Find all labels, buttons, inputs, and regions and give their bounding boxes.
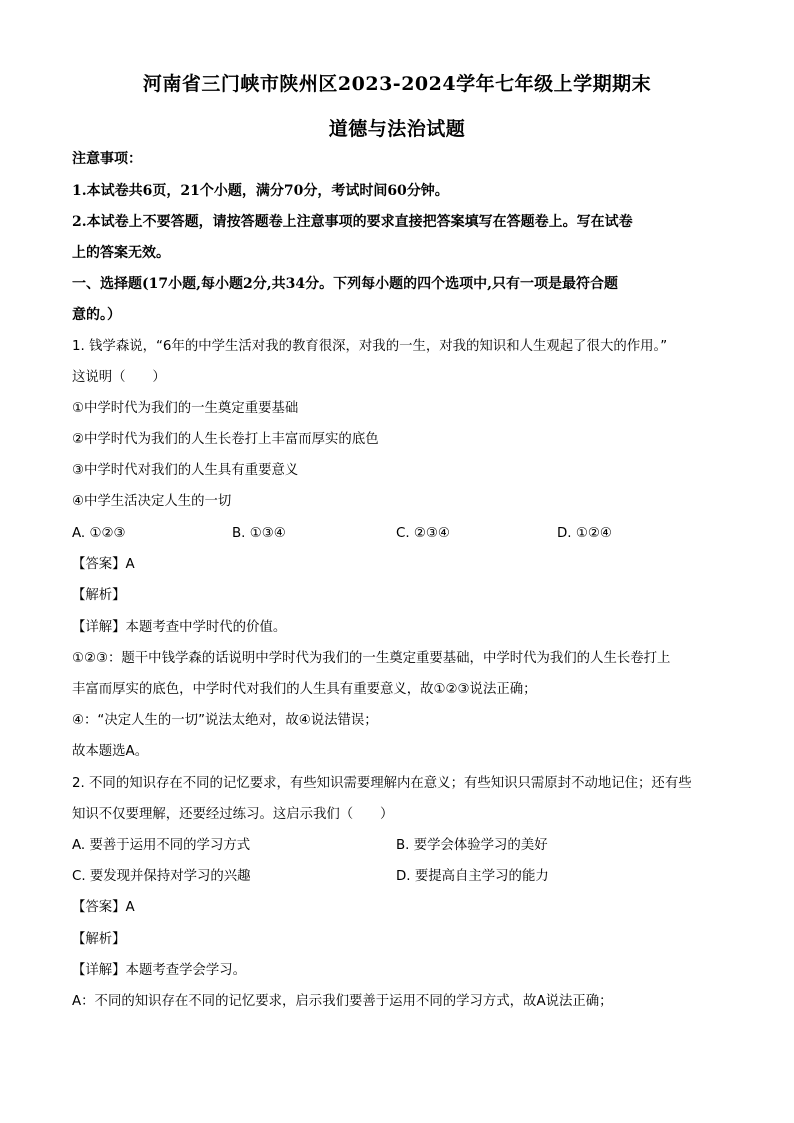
q2-explanation: A：不同的知识存在不同的记忆要求，启示我们要善于运用不同的学习方式，故A说法正确；	[72, 994, 613, 1009]
q1-statement: ①中学时代为我们的一生奠定重要基础	[72, 401, 299, 416]
exam-subject-title: 道德与法治试题	[328, 118, 466, 140]
q2-detail: 【详解】本题考查学会学习。	[72, 963, 247, 978]
notes-item-1: 1.本试卷共6页，21个小题，满分70分，考试时间60分钟。	[72, 183, 449, 199]
q1-option-d: D. ①②④	[557, 526, 612, 541]
q1-option-c: C. ②③④	[396, 526, 450, 541]
notes-item-2-cont: 上的答案无效。	[72, 245, 170, 261]
q1-analysis-label: 【解析】	[72, 588, 126, 603]
q1-stem: 1. 钱学森说，“6年的中学生活对我的教育很深，对我的一生，对我的知识和人生观起了很大的作用。”	[72, 339, 668, 354]
q1-statement: ③中学时代对我们的人生具有重要意义	[72, 463, 299, 478]
q2-stem: 2. 不同的知识存在不同的记忆要求，有些知识需要理解内在意义；有些知识只需原封不动地记住；还有些	[72, 776, 692, 791]
q1-option-b: B. ①③④	[232, 526, 286, 541]
q1-detail: 【详解】本题考查中学时代的价值。	[72, 620, 287, 635]
q1-conclusion: 故本题选A。	[72, 744, 149, 759]
notes-heading: 注意事项：	[72, 151, 142, 167]
q2-option-a: A. 要善于运用不同的学习方式	[72, 838, 251, 853]
section-heading: 一、选择题(17小题,每小题2分,共34分。下列每小题的四个选项中,只有一项是最符合题	[72, 276, 618, 292]
q2-answer: 【答案】A	[72, 900, 135, 915]
q1-option-a: A. ①②③	[72, 526, 126, 541]
q2-stem-cont: 知识不仅要理解，还要经过练习。这启示我们（ ）	[72, 807, 394, 822]
q1-explanation: ①②③：题干中钱学森的话说明中学时代为我们的一生奠定重要基础，中学时代为我们的人生长卷打上	[72, 651, 671, 666]
notes-item-2: 2.本试卷上不要答题，请按答题卷上注意事项的要求直接把答案填写在答题卷上。写在试卷	[72, 214, 633, 230]
q1-statement: ②中学时代为我们的人生长卷打上丰富而厚实的底色	[72, 432, 379, 447]
q1-statement: ④中学生活决定人生的一切	[72, 494, 232, 509]
q1-answer: 【答案】A	[72, 557, 135, 572]
q2-option-c: C. 要发现并保持对学习的兴趣	[72, 869, 251, 884]
section-heading-cont: 意的。）	[72, 307, 121, 323]
q1-explanation-cont: 丰富而厚实的底色，中学时代对我们的人生具有重要意义，故①②③说法正确；	[72, 682, 537, 697]
q1-explanation-2: ④：“决定人生的一切”说法太绝对，故④说法错误；	[72, 713, 378, 728]
exam-title: 河南省三门峡市陕州区2023-2024学年七年级上学期期末	[142, 73, 652, 95]
q2-option-d: D. 要提高自主学习的能力	[396, 869, 549, 884]
q1-stem-cont: 这说明（ ）	[72, 370, 166, 385]
q2-option-b: B. 要学会体验学习的美好	[396, 838, 548, 853]
q2-analysis-label: 【解析】	[72, 932, 126, 947]
